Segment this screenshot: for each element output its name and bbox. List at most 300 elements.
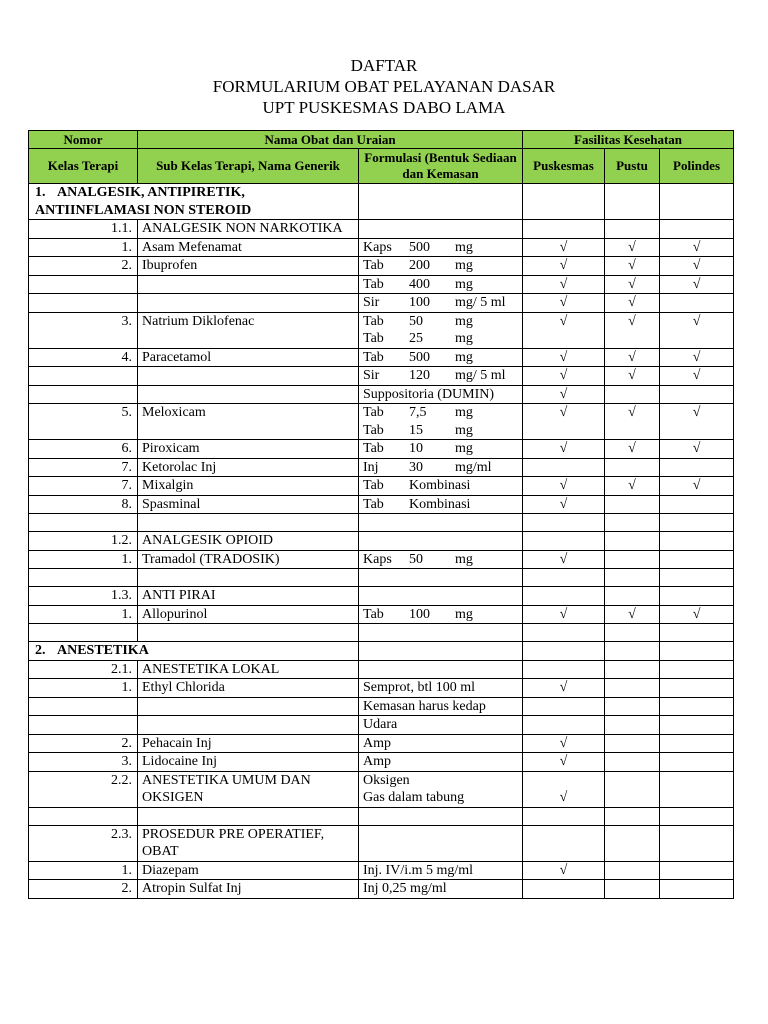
formulation-cell bbox=[359, 275, 523, 294]
form-strength: Kombinasi bbox=[409, 478, 471, 493]
row-number bbox=[29, 716, 138, 735]
blank-cell bbox=[138, 807, 359, 825]
table-row bbox=[29, 679, 734, 698]
drug-name: Atropin Sulfat Inj bbox=[138, 880, 359, 899]
form-type: Tab bbox=[363, 478, 384, 493]
formulation-cell bbox=[359, 697, 523, 716]
form-strength: 500 bbox=[409, 239, 430, 255]
formulation-line bbox=[363, 257, 518, 275]
puskesmas-check: √ bbox=[523, 367, 605, 386]
formulation-line bbox=[363, 294, 518, 312]
table-row bbox=[29, 458, 734, 477]
formulation-text: Amp bbox=[363, 754, 391, 769]
pustu-check bbox=[605, 495, 660, 514]
drug-name bbox=[138, 367, 359, 386]
pustu-check bbox=[605, 753, 660, 772]
form-type: Tab bbox=[363, 405, 384, 420]
formulation-cell bbox=[359, 771, 523, 807]
polindes-check: √ bbox=[660, 257, 734, 276]
table-row bbox=[29, 495, 734, 514]
table-row bbox=[29, 716, 734, 735]
table-row bbox=[29, 385, 734, 404]
formulation-cell bbox=[359, 367, 523, 386]
formulation-text: Oksigen bbox=[363, 772, 410, 788]
header-formulasi: Formulasi (Bentuk Sediaan dan Kemasan bbox=[359, 149, 523, 184]
formulation-line bbox=[363, 313, 518, 331]
form-unit: mg bbox=[455, 258, 473, 273]
drug-name: Tramadol (TRADOSIK) bbox=[138, 550, 359, 569]
drug-name: Pehacain Inj bbox=[138, 734, 359, 753]
puskesmas-check: √ bbox=[523, 257, 605, 276]
table-row bbox=[29, 660, 734, 679]
drug-name: Paracetamol bbox=[138, 348, 359, 367]
pustu-check bbox=[605, 861, 660, 880]
blank-cell bbox=[660, 569, 734, 587]
formulation-line bbox=[363, 459, 518, 477]
blank-cell bbox=[605, 569, 660, 587]
blank-cell bbox=[660, 514, 734, 532]
puskesmas-check bbox=[523, 697, 605, 716]
form-strength: 100 bbox=[409, 295, 430, 310]
polindes-check bbox=[660, 734, 734, 753]
section-row bbox=[29, 642, 734, 661]
polindes-check bbox=[660, 294, 734, 313]
form-type: Kaps bbox=[363, 239, 392, 255]
row-number: 8. bbox=[29, 495, 138, 514]
empty-cell bbox=[359, 184, 523, 220]
form-type: Sir bbox=[363, 368, 380, 383]
polindes-check bbox=[660, 550, 734, 569]
row-number: 1. bbox=[29, 605, 138, 624]
puskesmas-check: √ bbox=[523, 477, 605, 496]
table-row bbox=[29, 861, 734, 880]
drug-name: ANESTETIKA LOKAL bbox=[138, 660, 359, 679]
polindes-check: √ bbox=[660, 348, 734, 367]
puskesmas-check: √ bbox=[523, 238, 605, 257]
form-type: Tab bbox=[363, 313, 384, 329]
drug-name: Diazepam bbox=[138, 861, 359, 880]
formulation-cell bbox=[359, 716, 523, 735]
table-row bbox=[29, 734, 734, 753]
form-type: Tab bbox=[363, 349, 384, 365]
formulation-line bbox=[363, 440, 518, 458]
row-number: 1. bbox=[29, 861, 138, 880]
blank-cell bbox=[605, 514, 660, 532]
form-unit: mg bbox=[455, 606, 473, 622]
table-row bbox=[29, 880, 734, 899]
row-number: 2. bbox=[29, 880, 138, 899]
pustu-check: √ bbox=[605, 275, 660, 294]
formulation-line bbox=[363, 367, 518, 385]
form-type: Tab bbox=[363, 441, 384, 456]
formulation-line bbox=[363, 239, 518, 257]
section-row bbox=[29, 184, 734, 220]
formulation-cell bbox=[359, 312, 523, 348]
pustu-check bbox=[605, 880, 660, 899]
table-row bbox=[29, 532, 734, 551]
blank-row bbox=[29, 569, 734, 587]
polindes-check bbox=[660, 220, 734, 239]
row-number: 5. bbox=[29, 404, 138, 440]
header-sub-kelas: Sub Kelas Terapi, Nama Generik bbox=[138, 149, 359, 184]
formulation-text: Udara bbox=[363, 717, 398, 732]
puskesmas-check bbox=[523, 532, 605, 551]
pustu-check: √ bbox=[605, 312, 660, 348]
row-number: 7. bbox=[29, 458, 138, 477]
formulation-cell bbox=[359, 660, 523, 679]
formulation-line bbox=[363, 606, 518, 624]
row-number: 1. bbox=[29, 238, 138, 257]
blank-cell bbox=[523, 624, 605, 642]
form-unit: mg/ 5 ml bbox=[455, 295, 506, 310]
drug-name: Mixalgin bbox=[138, 477, 359, 496]
polindes-check bbox=[660, 660, 734, 679]
puskesmas-check: √ bbox=[523, 312, 605, 348]
form-unit: mg bbox=[455, 349, 473, 365]
puskesmas-check: √ bbox=[523, 440, 605, 459]
formulation-line bbox=[363, 551, 518, 569]
drug-name: Ketorolac Inj bbox=[138, 458, 359, 477]
formulation-text: Suppositoria (DUMIN) bbox=[363, 386, 495, 402]
table-row bbox=[29, 587, 734, 606]
drug-name: PROSEDUR PRE OPERATIEF, OBAT bbox=[138, 825, 359, 861]
row-number: 2.1. bbox=[29, 660, 138, 679]
table-row bbox=[29, 238, 734, 257]
formulation-cell bbox=[359, 550, 523, 569]
polindes-check: √ bbox=[660, 404, 734, 440]
form-type: Tab bbox=[363, 276, 384, 292]
form-strength: 500 bbox=[409, 349, 430, 365]
blank-cell bbox=[359, 514, 523, 532]
pustu-check: √ bbox=[605, 605, 660, 624]
form-type: Tab bbox=[363, 258, 384, 273]
header-fasilitas: Fasilitas Kesehatan bbox=[523, 131, 734, 149]
pustu-check bbox=[605, 825, 660, 861]
formulation-cell bbox=[359, 257, 523, 276]
blank-cell bbox=[605, 807, 660, 825]
form-unit: mg bbox=[455, 239, 473, 255]
pustu-check bbox=[605, 220, 660, 239]
title-line-2: FORMULARIUM OBAT PELAYANAN DASAR bbox=[212, 77, 556, 96]
blank-row bbox=[29, 514, 734, 532]
title-line-3: UPT PUSKESMAS DABO LAMA bbox=[262, 98, 506, 117]
blank-cell bbox=[523, 514, 605, 532]
row-number: 2. bbox=[29, 257, 138, 276]
drug-name: ANESTETIKA UMUM DAN OKSIGEN bbox=[138, 771, 359, 807]
puskesmas-check: √ bbox=[523, 495, 605, 514]
table-row bbox=[29, 825, 734, 861]
row-number: 1.3. bbox=[29, 587, 138, 606]
formulation-text: Amp bbox=[363, 735, 391, 751]
formulation-text: Gas dalam tabung bbox=[363, 790, 465, 805]
drug-name: ANTI PIRAI bbox=[138, 587, 359, 606]
form-unit: mg bbox=[455, 422, 473, 438]
section-label: ANALGESIK, ANTIPIRETIK, ANTIINFLAMASI NON STEROID bbox=[35, 185, 252, 218]
section-number: 2. bbox=[35, 643, 46, 658]
form-type: Tab bbox=[363, 422, 384, 438]
polindes-check bbox=[660, 880, 734, 899]
empty-cell bbox=[523, 642, 605, 661]
blank-cell bbox=[523, 569, 605, 587]
puskesmas-check: √ bbox=[523, 605, 605, 624]
empty-cell bbox=[660, 184, 734, 220]
formulation-line bbox=[363, 404, 518, 422]
puskesmas-check: √ bbox=[523, 679, 605, 698]
formulation-text: Inj. IV/i.m 5 mg/ml bbox=[363, 862, 474, 878]
puskesmas-check bbox=[523, 825, 605, 861]
formulation-cell bbox=[359, 385, 523, 404]
drug-name: ANALGESIK NON NARKOTIKA bbox=[138, 220, 359, 239]
header-row-2 bbox=[29, 149, 734, 184]
polindes-check: √ bbox=[660, 312, 734, 348]
polindes-check bbox=[660, 825, 734, 861]
polindes-check bbox=[660, 679, 734, 698]
row-number bbox=[29, 275, 138, 294]
pustu-check: √ bbox=[605, 238, 660, 257]
form-strength: 100 bbox=[409, 606, 430, 622]
formulation-cell bbox=[359, 679, 523, 698]
form-strength: 7,5 bbox=[409, 405, 427, 420]
drug-name bbox=[138, 275, 359, 294]
form-strength: 200 bbox=[409, 258, 430, 273]
form-strength: 15 bbox=[409, 422, 423, 438]
form-strength: 30 bbox=[409, 459, 423, 475]
formulation-line bbox=[363, 349, 518, 367]
puskesmas-check: √ bbox=[523, 294, 605, 313]
puskesmas-check: √ bbox=[523, 404, 605, 440]
form-strength: 50 bbox=[409, 551, 423, 567]
table-row bbox=[29, 367, 734, 386]
form-unit: mg bbox=[455, 331, 473, 346]
header-puskesmas: Puskesmas bbox=[523, 149, 605, 184]
section-heading bbox=[29, 184, 359, 220]
blank-cell bbox=[605, 624, 660, 642]
polindes-check bbox=[660, 532, 734, 551]
polindes-check: √ bbox=[660, 367, 734, 386]
header-row-1 bbox=[29, 131, 734, 149]
blank-cell bbox=[359, 624, 523, 642]
blank-cell bbox=[138, 514, 359, 532]
table-row bbox=[29, 697, 734, 716]
polindes-check bbox=[660, 716, 734, 735]
blank-cell bbox=[29, 624, 138, 642]
drug-name: Piroxicam bbox=[138, 440, 359, 459]
polindes-check bbox=[660, 771, 734, 807]
table-row bbox=[29, 257, 734, 276]
pustu-check: √ bbox=[605, 440, 660, 459]
puskesmas-check: √ bbox=[523, 771, 605, 807]
polindes-check bbox=[660, 458, 734, 477]
blank-cell bbox=[523, 807, 605, 825]
formulation-cell bbox=[359, 880, 523, 899]
row-number: 1.2. bbox=[29, 532, 138, 551]
pustu-check bbox=[605, 550, 660, 569]
puskesmas-check bbox=[523, 660, 605, 679]
drug-name: Allopurinol bbox=[138, 605, 359, 624]
table-row bbox=[29, 275, 734, 294]
blank-row bbox=[29, 807, 734, 825]
header-pustu: Pustu bbox=[605, 149, 660, 184]
row-number: 7. bbox=[29, 477, 138, 496]
formulation-cell bbox=[359, 440, 523, 459]
blank-cell bbox=[29, 569, 138, 587]
document-title bbox=[0, 55, 768, 118]
formulary-table bbox=[28, 130, 734, 899]
empty-cell bbox=[605, 642, 660, 661]
puskesmas-check: √ bbox=[523, 550, 605, 569]
polindes-check: √ bbox=[660, 477, 734, 496]
form-unit: mg/ml bbox=[455, 459, 492, 475]
formulation-cell bbox=[359, 348, 523, 367]
drug-name: Ibuprofen bbox=[138, 257, 359, 276]
form-strength: Kombinasi bbox=[409, 496, 471, 512]
form-unit: mg bbox=[455, 313, 473, 329]
blank-cell bbox=[359, 807, 523, 825]
row-number: 2.2. bbox=[29, 771, 138, 807]
puskesmas-check bbox=[523, 587, 605, 606]
polindes-check bbox=[660, 495, 734, 514]
header-nama-obat: Nama Obat dan Uraian bbox=[138, 131, 523, 149]
pustu-check: √ bbox=[605, 367, 660, 386]
pustu-check bbox=[605, 458, 660, 477]
row-number bbox=[29, 697, 138, 716]
form-strength: 10 bbox=[409, 441, 423, 456]
table-row bbox=[29, 404, 734, 440]
row-number bbox=[29, 294, 138, 313]
polindes-check: √ bbox=[660, 440, 734, 459]
puskesmas-check: √ bbox=[523, 753, 605, 772]
formulation-cell bbox=[359, 238, 523, 257]
table-row bbox=[29, 605, 734, 624]
puskesmas-check: √ bbox=[523, 348, 605, 367]
table-row bbox=[29, 220, 734, 239]
pustu-check: √ bbox=[605, 257, 660, 276]
drug-name bbox=[138, 294, 359, 313]
formulation-cell bbox=[359, 734, 523, 753]
header-kelas-terapi: Kelas Terapi bbox=[29, 149, 138, 184]
polindes-check bbox=[660, 753, 734, 772]
form-strength: 120 bbox=[409, 368, 430, 383]
empty-cell bbox=[605, 184, 660, 220]
form-unit: mg bbox=[455, 276, 473, 292]
formulation-cell bbox=[359, 861, 523, 880]
pustu-check: √ bbox=[605, 404, 660, 440]
section-heading bbox=[29, 642, 359, 661]
puskesmas-check bbox=[523, 880, 605, 899]
form-unit: mg/ 5 ml bbox=[455, 368, 506, 383]
formulation-cell bbox=[359, 605, 523, 624]
form-type: Tab bbox=[363, 496, 384, 512]
form-unit: mg bbox=[455, 551, 473, 567]
puskesmas-check: √ bbox=[523, 861, 605, 880]
pustu-check: √ bbox=[605, 348, 660, 367]
form-type: Tab bbox=[363, 331, 384, 346]
pustu-check: √ bbox=[605, 477, 660, 496]
row-number bbox=[29, 385, 138, 404]
drug-name: Ethyl Chlorida bbox=[138, 679, 359, 698]
formulation-cell bbox=[359, 587, 523, 606]
blank-cell bbox=[138, 569, 359, 587]
row-number: 3. bbox=[29, 753, 138, 772]
drug-name bbox=[138, 385, 359, 404]
table-row bbox=[29, 348, 734, 367]
drug-name: Asam Mefenamat bbox=[138, 238, 359, 257]
form-unit: mg bbox=[455, 441, 473, 456]
polindes-check bbox=[660, 385, 734, 404]
table-row bbox=[29, 294, 734, 313]
table-row bbox=[29, 550, 734, 569]
header-polindes: Polindes bbox=[660, 149, 734, 184]
row-number: 1. bbox=[29, 550, 138, 569]
empty-cell bbox=[660, 642, 734, 661]
table-row bbox=[29, 312, 734, 348]
puskesmas-check bbox=[523, 716, 605, 735]
formulation-line bbox=[363, 276, 518, 294]
table-row bbox=[29, 753, 734, 772]
drug-name: Lidocaine Inj bbox=[138, 753, 359, 772]
row-number: 4. bbox=[29, 348, 138, 367]
drug-name: ANALGESIK OPIOID bbox=[138, 532, 359, 551]
blank-cell bbox=[660, 624, 734, 642]
blank-cell bbox=[29, 514, 138, 532]
form-strength: 400 bbox=[409, 276, 430, 292]
formulation-cell bbox=[359, 294, 523, 313]
pustu-check bbox=[605, 716, 660, 735]
formulation-cell bbox=[359, 532, 523, 551]
blank-cell bbox=[29, 807, 138, 825]
form-type: Inj bbox=[363, 459, 379, 475]
row-number: 6. bbox=[29, 440, 138, 459]
puskesmas-check bbox=[523, 458, 605, 477]
formulation-cell bbox=[359, 495, 523, 514]
section-number: 1. bbox=[35, 185, 46, 200]
drug-name bbox=[138, 697, 359, 716]
form-strength: 50 bbox=[409, 313, 423, 329]
row-number bbox=[29, 367, 138, 386]
form-type: Kaps bbox=[363, 551, 392, 567]
pustu-check bbox=[605, 660, 660, 679]
polindes-check bbox=[660, 587, 734, 606]
blank-cell bbox=[359, 569, 523, 587]
header-nomor: Nomor bbox=[29, 131, 138, 149]
form-strength: 25 bbox=[409, 331, 423, 346]
drug-name: Natrium Diklofenac bbox=[138, 312, 359, 348]
formulation-line bbox=[363, 330, 518, 348]
row-number: 3. bbox=[29, 312, 138, 348]
pustu-check bbox=[605, 734, 660, 753]
formulation-line bbox=[363, 422, 518, 440]
formulation-cell bbox=[359, 477, 523, 496]
polindes-check: √ bbox=[660, 238, 734, 257]
row-number: 2.3. bbox=[29, 825, 138, 861]
table-row bbox=[29, 771, 734, 807]
puskesmas-check: √ bbox=[523, 734, 605, 753]
row-number: 2. bbox=[29, 734, 138, 753]
formulation-cell bbox=[359, 458, 523, 477]
empty-cell bbox=[359, 642, 523, 661]
drug-name bbox=[138, 716, 359, 735]
polindes-check bbox=[660, 697, 734, 716]
blank-cell bbox=[138, 624, 359, 642]
polindes-check bbox=[660, 861, 734, 880]
formulation-text: Kemasan harus kedap bbox=[363, 698, 486, 714]
polindes-check: √ bbox=[660, 275, 734, 294]
pustu-check bbox=[605, 771, 660, 807]
form-type: Sir bbox=[363, 295, 380, 310]
puskesmas-check bbox=[523, 220, 605, 239]
drug-name: Meloxicam bbox=[138, 404, 359, 440]
formulation-cell bbox=[359, 825, 523, 861]
